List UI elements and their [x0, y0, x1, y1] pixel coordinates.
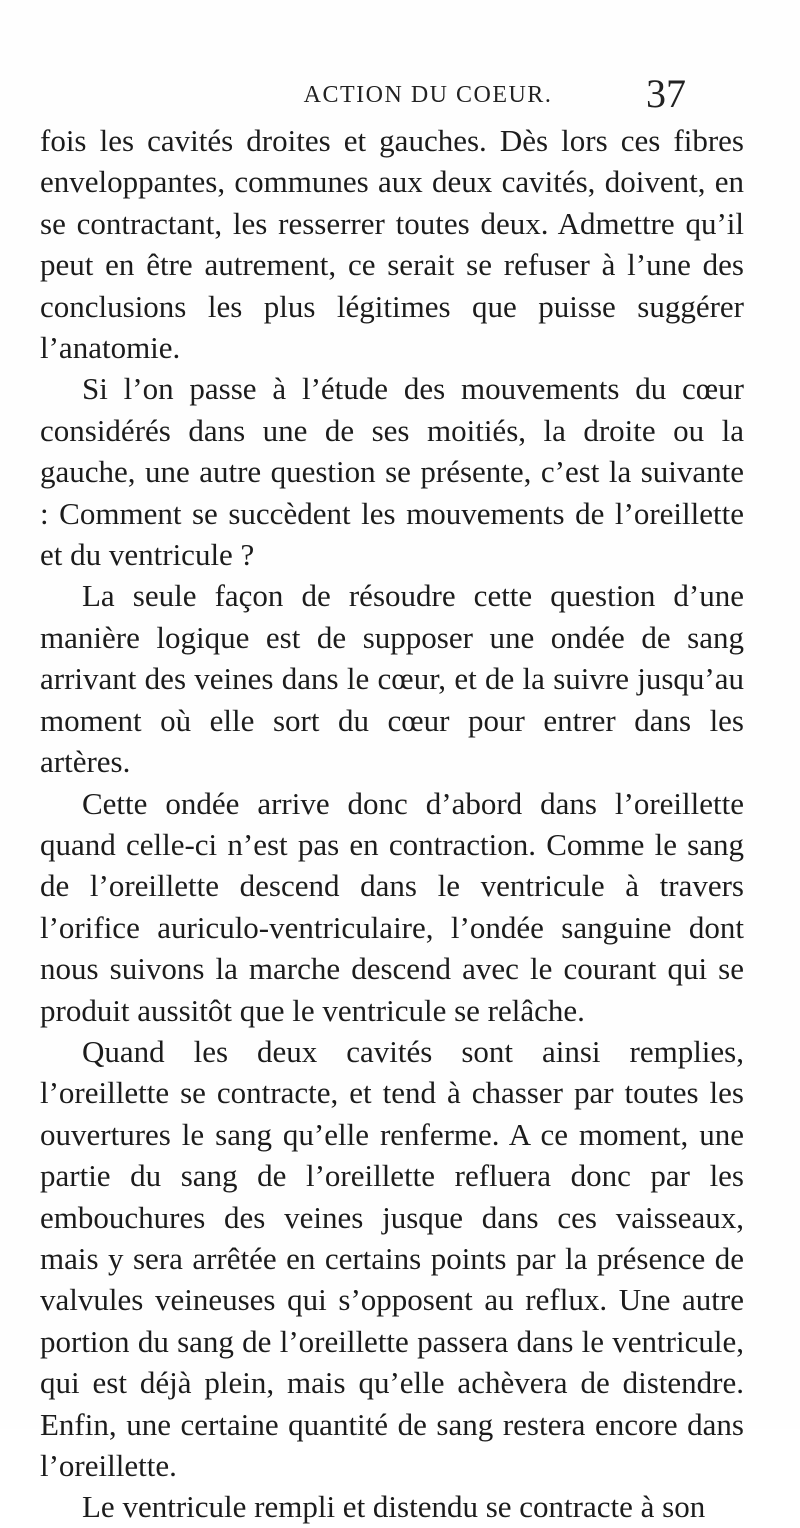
paragraph: Cette ondée arrive donc d’abord dans l’oreillette quand celle-ci n’est pas en contraction. Comme le sang de l’oreillette descend dans le ventricule à travers l’orifice auriculo-ventriculaire, l’ondée sanguine dont nous suivons la marche descend avec le courant qui se produit aussitôt que le ventricule se relâche.: [40, 785, 744, 1028]
paragraph: La seule façon de résoudre cette question d’une manière logique est de supposer une ondée de sang arrivant des veines dans le cœur, et de la suivre jusqu’au moment où elle sort du cœur pour entrer dans les artères.: [40, 578, 744, 780]
body-text: [40, 120, 744, 1528]
paragraph-continued: fois les cavités droites et gauches. Dès lors ces fibres enveloppantes, communes aux deux cavités, doivent, en se contractant, les resserrer toutes deux. Admettre qu’il peut en être autrement, ce serait se refuser à l’une des conclusions les plus légitimes que puisse suggérer l’anatomie.: [40, 123, 744, 366]
page-number: 37: [646, 71, 686, 116]
paragraph: Si l’on passe à l’étude des mouvements du cœur considérés dans une de ses moitiés, la droite ou la gauche, une autre question se présente, c’est la suivante : Comment se succèdent les mouvements de l’oreillette et du ventricule ?: [40, 371, 744, 573]
paragraph: Quand les deux cavités sont ainsi remplies, l’oreillette se contracte, et tend à chasser par toutes les ouvertures le sang qu’elle renferme. A ce moment, une partie du sang de l’oreillette refluera donc par les embouchures des veines jusque dans ces vaisseaux, mais y sera arrêtée en certains points par la présence de valvules veineuses qui s’opposent au reflux. Une autre portion du sang de l’oreillette passera dans le ventricule, qui est déjà plein, mais qu’elle achèvera de distendre. Enfin, une certaine quantité de sang restera encore dans l’oreillette.: [40, 1033, 744, 1483]
running-head: ACTION DU COEUR.: [303, 82, 553, 108]
paragraph-last: Le ventricule rempli et distendu se contracte à son: [82, 1489, 706, 1525]
